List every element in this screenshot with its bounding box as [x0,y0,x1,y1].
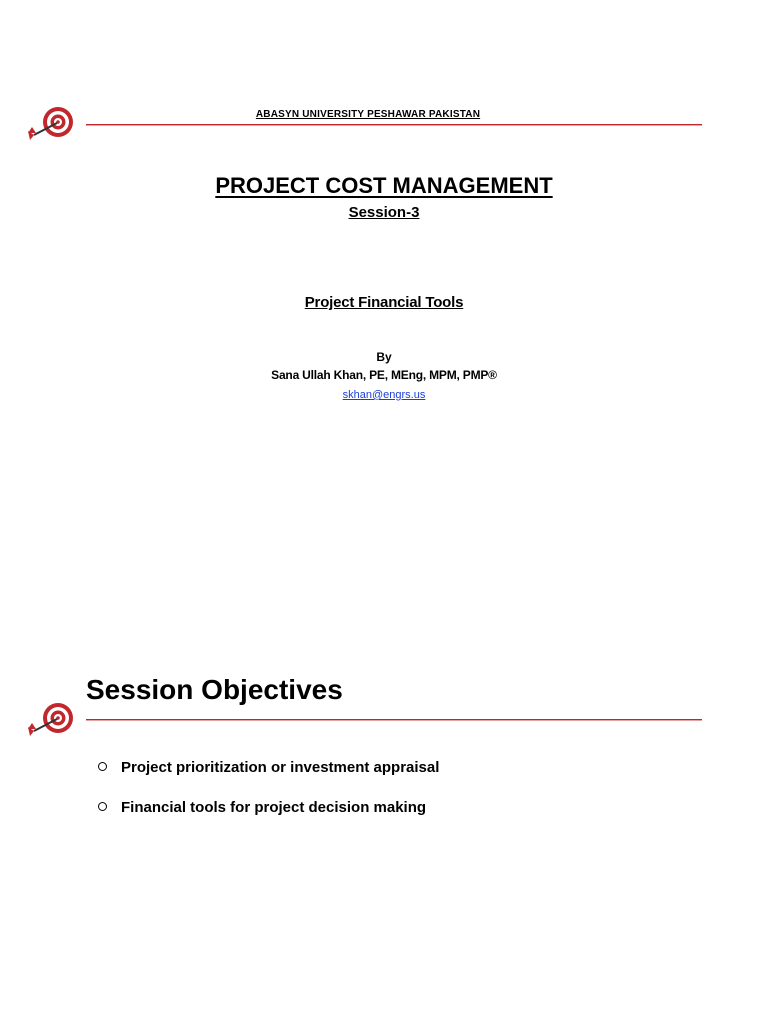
objective-text: Financial tools for project decision making [121,799,427,816]
header-rule [86,719,702,721]
by-label: By [376,350,392,364]
objectives-slide [0,512,768,1024]
circle-bullet-icon [98,802,107,811]
slide-subtitle: Project Financial Tools [304,294,464,311]
objectives-heading: Session Objectives [86,674,343,705]
university-name: ABASYN UNIVERSITY PESHAWAR PAKISTAN [255,109,481,120]
target-dart-icon [24,102,80,146]
header-rule [86,124,702,126]
author-name: Sana Ullah Khan, PE, MEng, MPM, PMP® [271,368,497,382]
circle-bullet-icon [98,762,107,771]
slide-title: PROJECT COST MANAGEMENT [215,173,553,198]
author-email-link[interactable]: skhan@engrs.us [342,389,426,401]
target-dart-icon [24,698,80,742]
session-number: Session-3 [348,204,420,221]
objective-text: Project prioritization or investment appraisal [121,759,440,776]
